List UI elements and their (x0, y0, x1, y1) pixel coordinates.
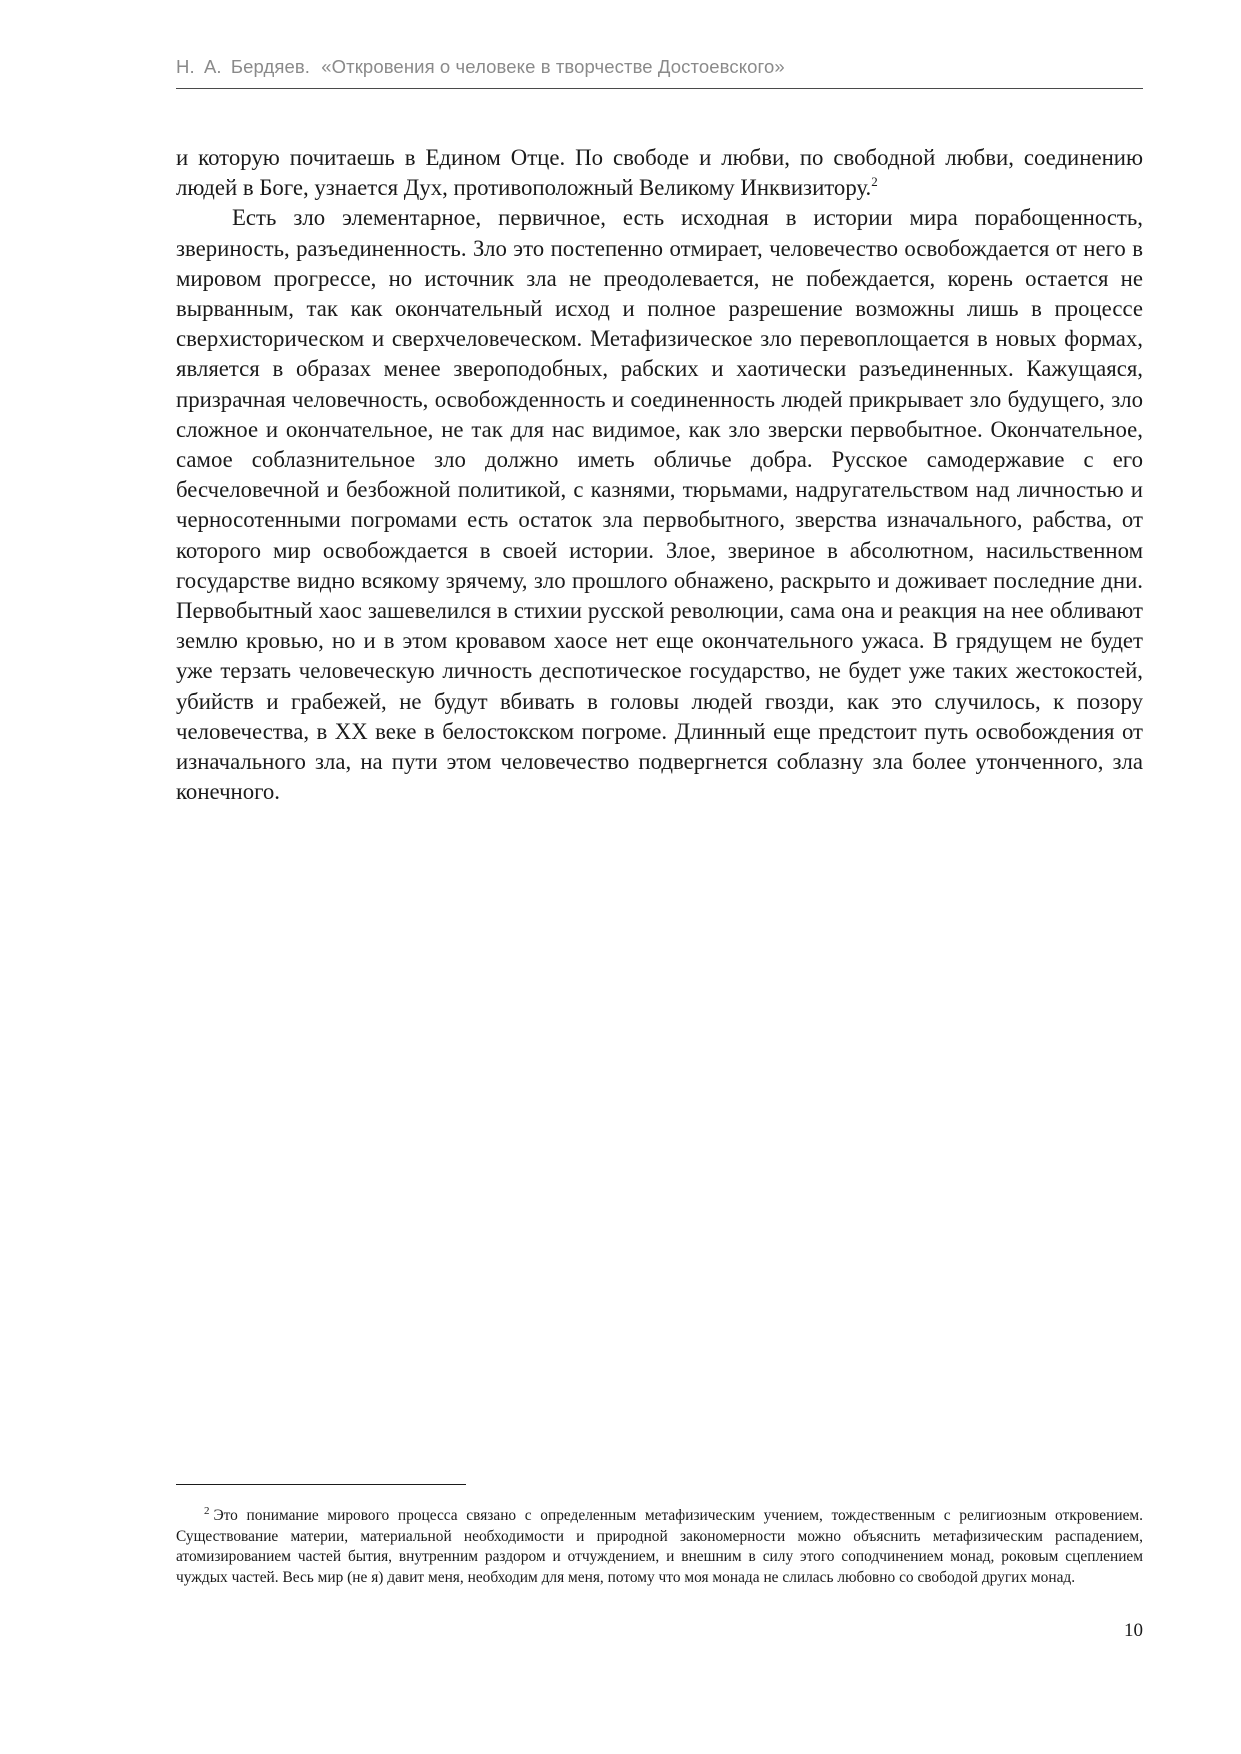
footnote-marker: 2 (204, 1505, 210, 1517)
page-number: 10 (1124, 1620, 1143, 1641)
footnote-separator (176, 1484, 466, 1485)
paragraph-2: Есть зло элементарное, первичное, есть исходная в истории мира порабощенность, звериность, разъединенность. Зло это постепенно отмирает, человечество освобождается от него в мировом прогрессе, но источник зла не преодолевается, не побеждается, корень остается не вырванным, так как окончательный исход и полное разрешение возможны лишь в процессе сверхисторическом и сверхчеловеческом. Метафизическое зло перевоплощается в новых формах, является в образах менее звероподобных, рабских и хаотически разъединенных. Кажущаяся, призрачная человечность, освобожденность и соединенность людей прикрывает зло будущего, зло сложное и окончательное, не так для нас видимое, как зло зверски первобытное. Окончательное, самое соблазнительное зло должно иметь обличье добра. Русское самодержавие с его бесчеловечной и безбожной политикой, с казнями, тюрьмами, надругательством над личностью и черносотенными погромами есть остаток зла первобытного, зверства изначального, рабства, от которого мир освобождается в своей истории. Злое, звериное в абсолютном, насильственном государстве видно всякому зрячему, зло прошлого обнажено, раскрыто и доживает последние дни. Первобытный хаос зашевелился в стихии русской революции, сама она и реакция на нее обливают землю кровью, но и в этом кровавом хаосе нет еще окончательного ужаса. В грядущем не будет уже терзать человеческую личность деспотическое государство, не будет уже таких жестокостей, убийств и грабежей, не будут вбивать в головы людей гвозди, как это случилось, к позору человечества, в XX веке в белостокском погроме. Длинный еще предстоит путь освобождения от изначального зла, на пути этом человечество подвергнется соблазну зла более утонченного, зла конечного. (176, 205, 1143, 805)
footnote (176, 1506, 1143, 1588)
header-rule (176, 88, 1143, 89)
paragraph-1-text: и которую почитаешь в Едином Отце. По свободе и любви, по свободной любви, соединению людей в Боге, узнается Дух, противоположный Великому Инквизитору. (176, 145, 1143, 201)
footnote-reference[interactable]: 2 (871, 174, 878, 190)
footnote-text: Это понимание мирового процесса связано с определенным метафизическим учением, тождественным с религиозным откровением. Существование материи, материальной необходимости и природной закономерности можно объяснить метафизическим распадением, атомизированием частей бытия, внутренним раздором и отчуждением, и внешним в силу этого соподчинением монад, роковым сцеплением чуждых частей. Весь мир (не я) давит меня, необходим для меня, потому что моя монада не слилась любовно со свободой других монад. (176, 1507, 1143, 1586)
paragraph-1 (176, 143, 1143, 203)
main-text (176, 143, 1143, 807)
header-title: «Откровения о человеке в творчестве Достоевского» (321, 56, 785, 77)
running-header (176, 56, 1141, 78)
header-author: Н. А. Бердяев. (176, 56, 311, 77)
